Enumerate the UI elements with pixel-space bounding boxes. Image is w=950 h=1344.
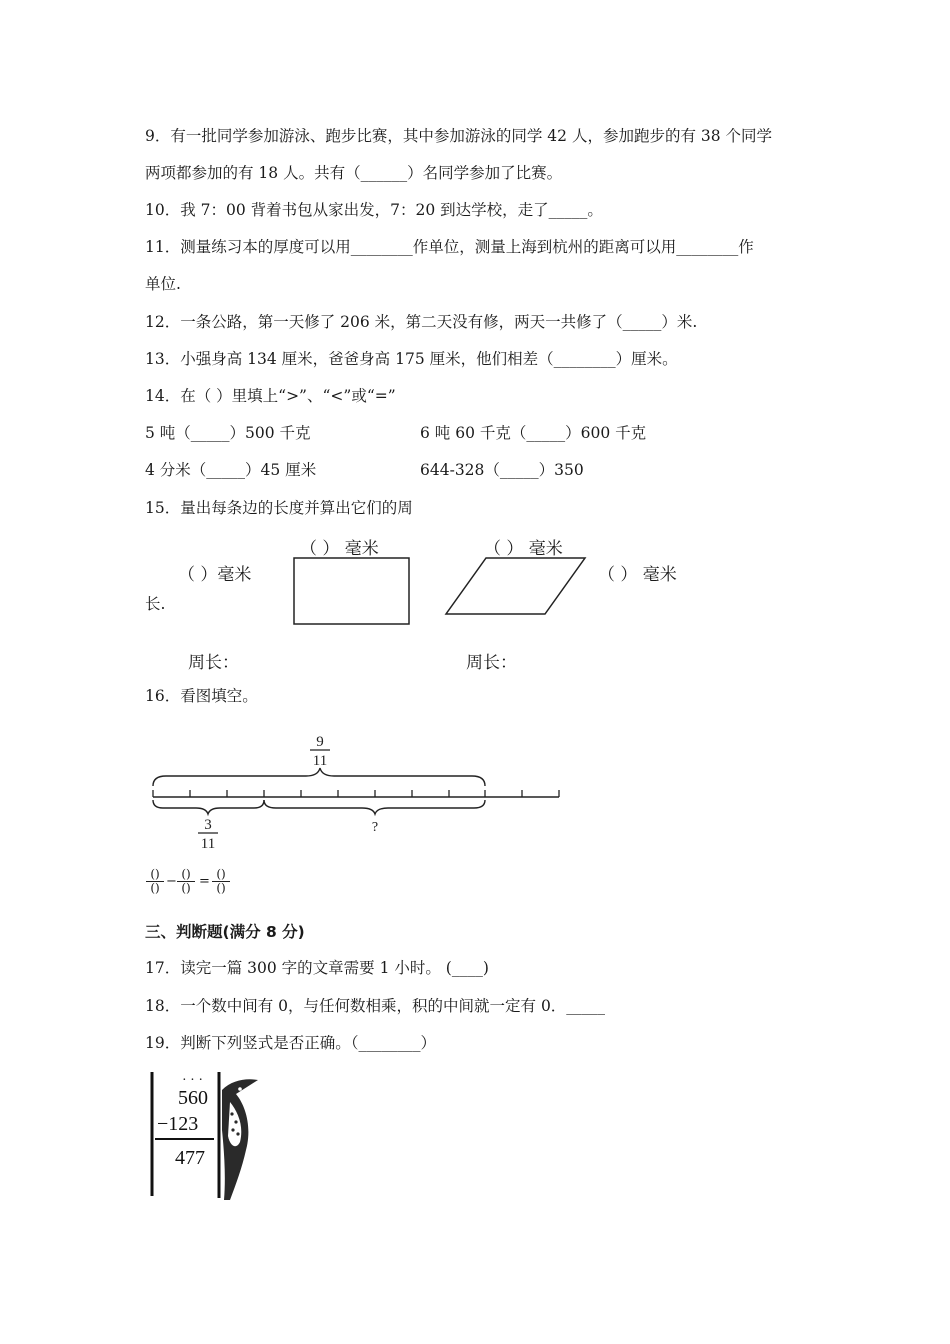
equation-fraction-2-den[interactable]: () [181, 881, 191, 895]
question-9-line-2: 两项都参加的有 18 人。共有（______）名同学参加了比赛。 [145, 164, 563, 182]
question-12: 12．一条公路，第一天修了 206 米，第二天没有修，两天一共修了（_____）米. [145, 313, 698, 331]
parallelogram-right-label: （ ） 毫米 [598, 565, 677, 585]
subtrahend: −123 [157, 1113, 199, 1135]
perimeter-left-label: 周长： [188, 653, 239, 673]
question-11-line-1: 11．测量练习本的厚度可以用________作单位，测量上海到杭州的距离可以用________作 [145, 238, 754, 256]
equation-fraction-3-num[interactable]: () [212, 868, 230, 882]
carry-dots: · · · [182, 1073, 203, 1088]
question-14-item-c: 4 分米（_____）45 厘米 [145, 461, 317, 479]
question-14-item-b: 6 吨 60 千克（_____）600 千克 [420, 424, 647, 442]
question-9-line-1: 9．有一批同学参加游泳、跑步比赛，其中参加游泳的同学 42 人，参加跑步的有 38 个同学 [145, 127, 773, 145]
question-15: 15．量出每条边的长度并算出它们的周 [145, 499, 413, 517]
equation-minus: − [166, 874, 177, 889]
difference: 477 [175, 1147, 205, 1169]
equation-fraction-1-den[interactable]: () [150, 881, 160, 895]
top-fraction-numerator: 9 [316, 734, 324, 750]
question-18: 18．一个数中间有 0，与任何数相乘，积的中间就一定有 0．_____ [145, 997, 606, 1015]
minuend: 560 [178, 1087, 208, 1109]
question-13: 13．小强身高 134 厘米，爸爸身高 175 厘米，他们相差（________）厘米。 [145, 350, 678, 368]
rect-top-label: （ ） 毫米 [300, 539, 379, 559]
woodpecker-icon [222, 1079, 258, 1200]
top-fraction-denominator: 11 [312, 753, 328, 769]
parallelogram-top-label: （ ） 毫米 [484, 539, 563, 559]
equation-fraction-3-den[interactable]: () [216, 881, 226, 895]
bottom-fraction-denominator: 11 [200, 836, 216, 852]
question-10: 10．我 7：00 背着书包从家出发，7：20 到达学校，走了_____。 [145, 201, 603, 219]
question-11-line-2: 单位. [145, 275, 181, 293]
equation-equals: = [199, 874, 210, 889]
section-3-title: 三、判断题(满分 8 分) [145, 923, 305, 941]
question-14-item-a: 5 吨（_____）500 千克 [145, 424, 311, 442]
question-mark: ? [371, 820, 379, 835]
question-16: 16．看图填空。 [145, 687, 258, 705]
equation-fraction-2-num[interactable]: () [177, 868, 195, 882]
question-14: 14．在（ ）里填上“>”、“<”或“=” [145, 387, 396, 405]
equation-fraction-1-num[interactable]: () [146, 868, 164, 882]
perimeter-right-label: 周长： [466, 653, 517, 673]
question-19: 19．判断下列竖式是否正确。（________） [145, 1034, 436, 1052]
question-14-item-d: 644-328（_____）350 [420, 461, 584, 479]
rect-left-label: （ ）毫米 [178, 565, 252, 585]
bottom-fraction-numerator: 3 [204, 817, 212, 833]
question-17: 17．读完一篇 300 字的文章需要 1 小时。 (____) [145, 959, 489, 977]
question-15-tail: 长. [145, 595, 166, 613]
